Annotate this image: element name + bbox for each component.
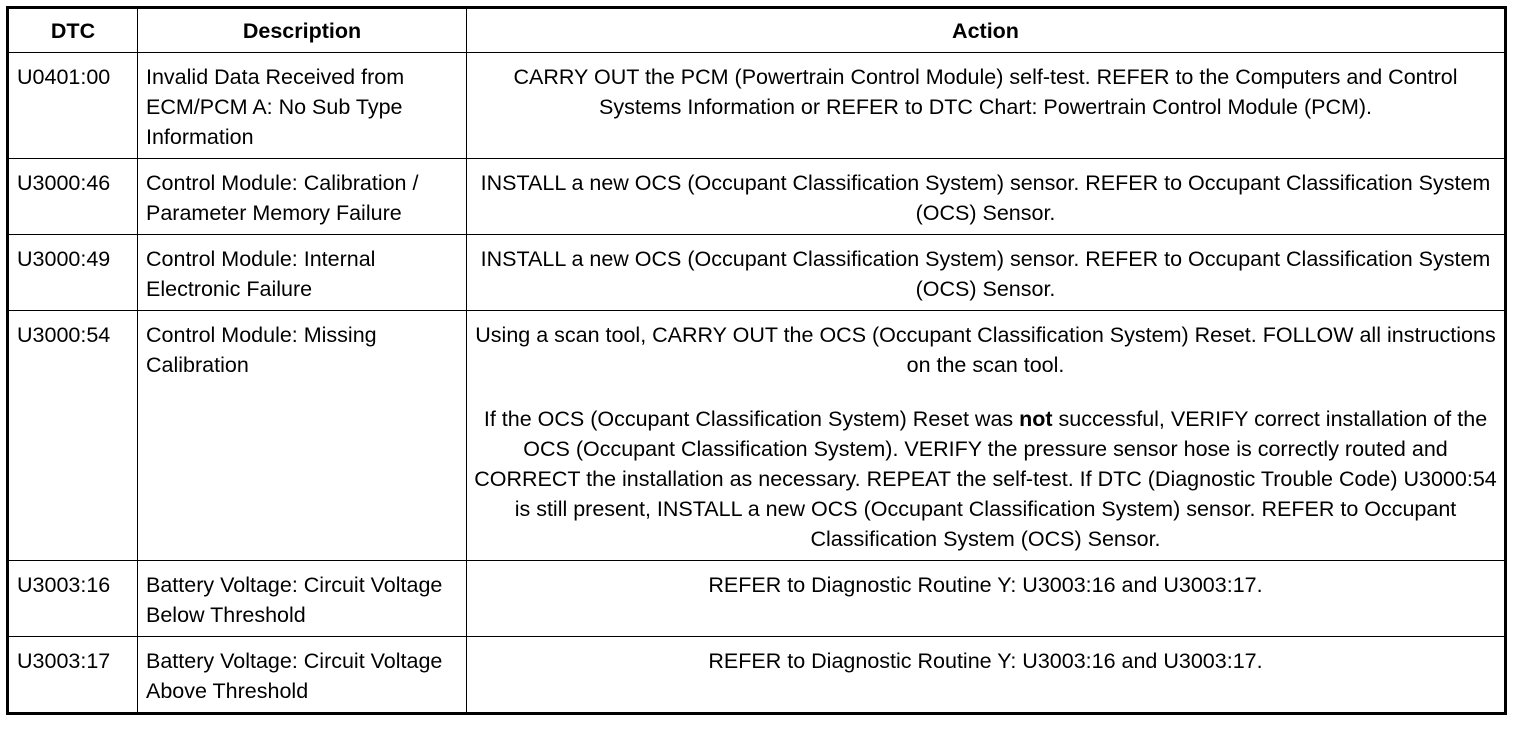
- table-row: [8, 159, 1506, 235]
- dtc-code: U0401:00: [8, 53, 138, 159]
- action-text: INSTALL a new OCS (Occupant Classification System) sensor. REFER to Occupant Classification System (OCS) Sensor.: [480, 247, 1491, 301]
- action-text: REFER to Diagnostic Routine Y: U3003:16 and U3003:17.: [708, 573, 1263, 597]
- dtc-description: Control Module: Missing Calibration: [138, 311, 467, 561]
- table-row: [8, 561, 1506, 637]
- action-text-2: [473, 404, 1498, 554]
- dtc-description: Battery Voltage: Circuit Voltage Above Threshold: [138, 637, 467, 714]
- action-text: INSTALL a new OCS (Occupant Classification System) sensor. REFER to Occupant Classification System (OCS) Sensor.: [480, 171, 1491, 225]
- table-row: [8, 311, 1506, 561]
- table-row: [8, 235, 1506, 311]
- dtc-code: U3000:54: [8, 311, 138, 561]
- header-description: Description: [138, 8, 467, 53]
- action-text-part: successful, VERIFY correct installation of the OCS (Occupant Classification System). VERIFY the pressure sensor hose is correctly routed and CORRECT the installation as necessary. REPEAT the self-test. If DTC (Diagnostic Trouble Code) U3000:54 is still present, INSTALL a new OCS (Occupant Classification System) sensor. REFER to Occupant Classification System (OCS) Sensor.: [474, 407, 1497, 551]
- dtc-code: U3000:49: [8, 235, 138, 311]
- table-row: [8, 637, 1506, 714]
- action-text: CARRY OUT the PCM (Powertrain Control Module) self-test. REFER to the Computers and Control Systems Information or REFER to DTC Chart: Powertrain Control Module (PCM).: [513, 65, 1458, 119]
- dtc-code: U3000:46: [8, 159, 138, 235]
- action-text-part: If the OCS (Occupant Classification System) Reset was: [483, 407, 1020, 431]
- header-action: Action: [467, 8, 1506, 53]
- dtc-description: Battery Voltage: Circuit Voltage Below Threshold: [138, 561, 467, 637]
- dtc-description: Invalid Data Received from ECM/PCM A: No Sub Type Information: [138, 53, 467, 159]
- action-text: Using a scan tool, CARRY OUT the OCS (Occupant Classification System) Reset. FOLLOW all instructions on the scan tool.: [475, 323, 1496, 377]
- dtc-description: Control Module: Internal Electronic Failure: [138, 235, 467, 311]
- header-row: [8, 8, 1506, 53]
- dtc-action: [467, 311, 1506, 561]
- dtc-action: [467, 53, 1506, 159]
- header-dtc: DTC: [8, 8, 138, 53]
- dtc-action: [467, 235, 1506, 311]
- dtc-action: [467, 159, 1506, 235]
- action-emphasis: not: [1019, 407, 1053, 431]
- dtc-table: [6, 6, 1507, 715]
- dtc-code: U3003:17: [8, 637, 138, 714]
- dtc-action: [467, 561, 1506, 637]
- table-row: [8, 53, 1506, 159]
- action-text: REFER to Diagnostic Routine Y: U3003:16 and U3003:17.: [708, 649, 1263, 673]
- dtc-code: U3003:16: [8, 561, 138, 637]
- dtc-action: [467, 637, 1506, 714]
- dtc-description: Control Module: Calibration / Parameter Memory Failure: [138, 159, 467, 235]
